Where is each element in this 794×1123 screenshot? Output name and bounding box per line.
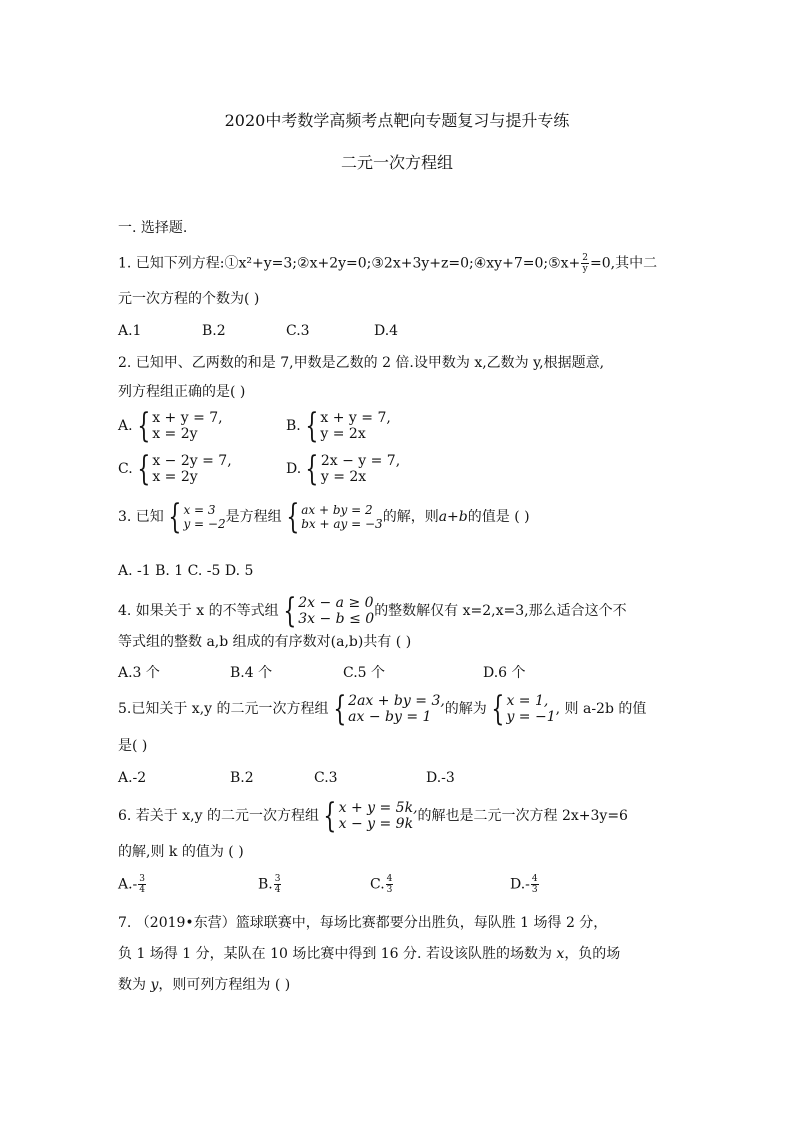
- question-4: 4. 如果关于 x 的不等式组 { 2x − a ≥ 0 3x − b ≤ 0 的整数解仅有 x=2,x=3,那么适合这个不: [118, 591, 627, 631]
- q6-option-a: A.- $\frac{3}{4}$: [118, 874, 146, 895]
- q5-option-d: D.-3: [426, 770, 455, 786]
- question-1-line2: 元一次方程的个数为( ): [118, 291, 260, 307]
- q6-option-d: D.- $\frac{4}{3}$: [510, 874, 538, 895]
- question-3: 3. 已知 { x = 3 y = −2 是方程组 { ax + by = 2 bx + ay = −3 的解，则 a+b 的值是 ( ): [118, 497, 530, 537]
- question-2: 2. 已知甲、乙两数的和是 7,甲数是乙数的 2 倍.设甲数为 x,乙数为 y,根据题意,: [118, 355, 605, 371]
- q1-text-post: =0,其中二: [590, 255, 658, 272]
- q3-text-mid: 是方程组: [225, 509, 282, 525]
- q1-option-a: A.1: [118, 323, 142, 339]
- question-4-line2: 等式组的整数 a,b 组成的有序数对(a,b)共有 ( ): [118, 634, 412, 650]
- q4-option-a: A.3 个: [118, 665, 160, 681]
- question-7: 7. （2019•东营）篮球联赛中，每场比赛都要分出胜负，每队胜 1 场得 2 分，: [118, 915, 608, 931]
- q1-option-b: B.2: [202, 323, 226, 339]
- q1-option-d: D.4: [374, 323, 399, 339]
- question-5: 5.已知关于 x,y 的二元一次方程组 { 2ax + by = 3, ax − by = 1 的解为 { x = 1, y = −1 , 则 a-2b 的值: [118, 689, 647, 729]
- q3-options: A. -1 B. 1 C. -5 D. 5: [118, 563, 254, 579]
- q6-option-b: B. $\frac{3}{4}$: [258, 874, 281, 895]
- q5-option-a: A.-2: [118, 770, 147, 786]
- q4-option-b: B.4 个: [230, 665, 273, 681]
- section-heading: 一. 选择题.: [118, 220, 188, 236]
- question-1: [118, 253, 657, 274]
- q1-fraction: $\frac{2}{y}$: [582, 253, 588, 274]
- q3-text-pre: 3. 已知: [118, 509, 164, 525]
- q4-option-c: C.5 个: [343, 665, 386, 681]
- question-7-line2: 负 1 场得 1 分，某队在 10 场比赛中得到 16 分. 若设该队胜的场数为 x，负的场: [118, 946, 621, 962]
- question-2-line2: 列方程组正确的是( ): [118, 384, 246, 400]
- q2-option-a: A. { x + y = 7, x = 2y: [118, 406, 223, 446]
- q1-text-pre: 1. 已知下列方程:①x²+y=3;②x+2y=0;③2x+3y+z=0;④xy+7=0;⑤x+: [118, 255, 581, 272]
- q5-option-b: B.2: [230, 770, 254, 786]
- question-7-line3: 数为 y，则可列方程组为 ( ): [118, 977, 291, 993]
- q4-option-d: D.6 个: [483, 665, 526, 681]
- q1-option-c: C.3: [286, 323, 310, 339]
- page-title: 2020中考数学高频考点靶向专题复习与提升专练: [224, 111, 570, 130]
- q2-option-d: D. { 2x − y = 7, y = 2x: [286, 449, 401, 489]
- q3-text-post: 的解，则: [382, 509, 439, 525]
- question-5-line2: 是( ): [118, 738, 148, 754]
- q5-option-c: C.3: [314, 770, 338, 786]
- question-6-line2: 的解,则 k 的值为 ( ): [118, 844, 244, 860]
- q2-option-c: C. { x − 2y = 7, x = 2y: [118, 449, 232, 489]
- page-subtitle: 二元一次方程组: [340, 153, 453, 172]
- q2-option-b: B. { x + y = 7, y = 2x: [286, 406, 391, 446]
- q6-option-c: C. $\frac{4}{3}$: [370, 874, 393, 895]
- question-6: 6. 若关于 x,y 的二元一次方程组 { x + y = 5k, x − y = 9k 的解也是二元一次方程 2x+3y=6: [118, 796, 628, 836]
